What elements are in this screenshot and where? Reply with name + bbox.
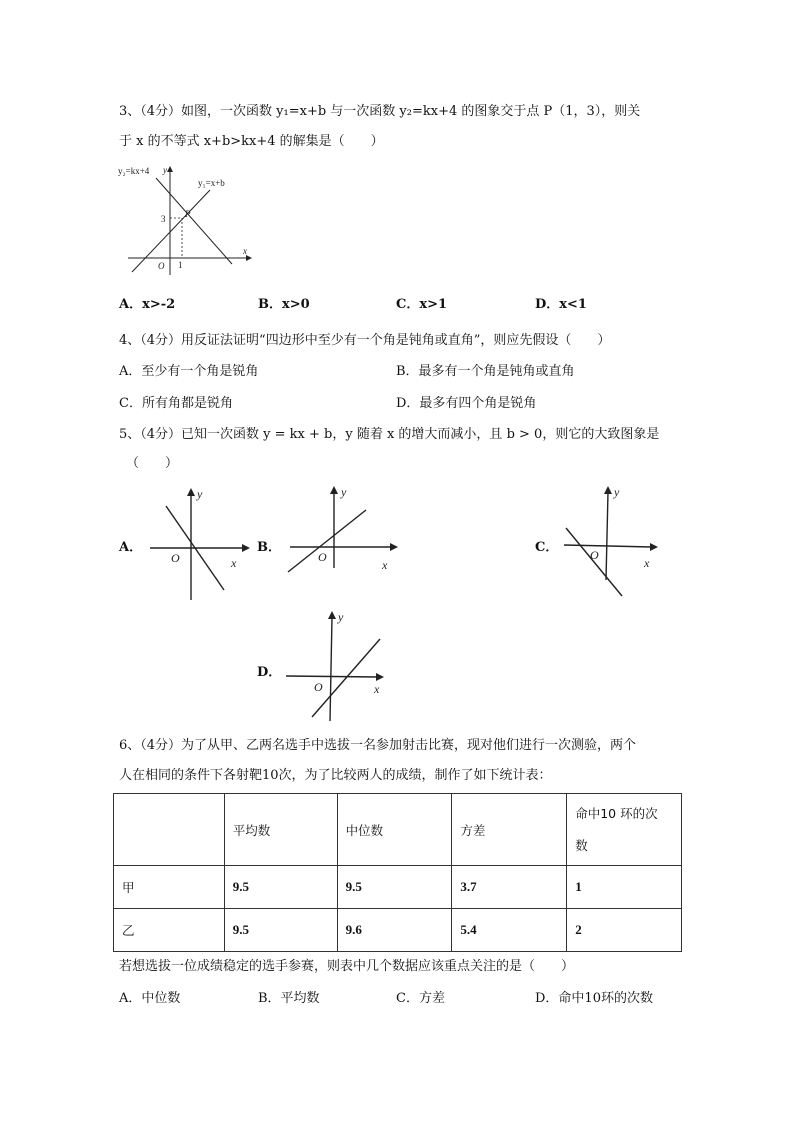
table-header-cell: 命中10 环的次 数 xyxy=(567,794,682,866)
table-cell: 9.5 xyxy=(224,909,337,952)
svg-text:O: O xyxy=(158,261,165,271)
q6-stem-line1: 6、（4分）为了从甲、乙两名选手中选拔一名参加射击比赛，现对他们进行一次测验，两个 xyxy=(119,738,637,753)
svg-text:1: 1 xyxy=(178,260,183,270)
table-row xyxy=(114,909,682,952)
svg-text:y: y xyxy=(614,485,620,499)
q3-stem-line1: 3、（4分）如图，一次函数 y₁=x+b 与一次函数 y₂=kx+4 的图象交于点 P（1，3），则关 xyxy=(119,104,641,119)
q5-graph-b-line xyxy=(288,510,366,572)
table-cell: 1 xyxy=(567,866,682,909)
table-cell: 9.5 xyxy=(224,866,337,909)
svg-text:y: y xyxy=(163,165,167,175)
table-cell: 3.7 xyxy=(452,866,567,909)
svg-text:x: x xyxy=(374,682,380,696)
q6-question: 若想选拔一位成绩稳定的选手参赛，则表中几个数据应该重点关注的是（ ） xyxy=(119,959,575,974)
svg-text:y: y xyxy=(338,610,344,624)
q3-figure xyxy=(114,160,259,280)
q3-option-c[interactable]: C．x>1 xyxy=(396,297,448,312)
svg-text:x: x xyxy=(243,246,247,256)
q5-graph-d-label[interactable]: D． xyxy=(257,665,282,680)
q4-option-a[interactable]: A．至少有一个角是锐角 xyxy=(119,364,259,379)
svg-text:x: x xyxy=(644,556,650,570)
q4-option-d[interactable]: D．最多有四个角是锐角 xyxy=(396,396,537,411)
q4-stem: 4、（4分）用反证法证明“四边形中至少有一个角是钝角或直角”，则应先假设（ ） xyxy=(119,333,611,348)
table-cell: 9.6 xyxy=(337,909,452,952)
table-cell: 9.5 xyxy=(337,866,452,909)
table-header-cell: 中位数 xyxy=(337,794,452,866)
q5-stem-line2: （ ） xyxy=(126,456,179,471)
table-header-cell xyxy=(114,794,225,866)
q6-option-c[interactable]: C．方差 xyxy=(396,991,445,1006)
q5-graph-c-line xyxy=(566,528,622,596)
q5-graph-a xyxy=(146,480,256,605)
table-header-row xyxy=(114,794,682,866)
q3-stem-line2: 于 x 的不等式 x+b>kx+4 的解集是（ ） xyxy=(119,134,384,149)
q6-option-b[interactable]: B．平均数 xyxy=(258,991,320,1006)
svg-text:y: y xyxy=(341,485,347,499)
svg-text:O: O xyxy=(590,548,599,562)
q5-graph-c xyxy=(560,480,665,600)
q4-option-c[interactable]: C．所有角都是锐角 xyxy=(119,396,233,411)
table-cell: 乙 xyxy=(114,909,225,952)
q3-label-y1: y₁=x+b xyxy=(198,178,225,188)
q5-graph-b xyxy=(284,480,404,580)
q5-graph-c-label[interactable]: C． xyxy=(535,540,559,555)
svg-text:x: x xyxy=(231,556,237,570)
table-row xyxy=(114,866,682,909)
q6-stats-table xyxy=(113,793,682,952)
q5-graph-a-label[interactable]: A． xyxy=(119,540,143,555)
q5-stem-line1: 5、（4分）已知一次函数 y = kx + b，y 随着 x 的增大而减小，且 b > 0，则它的大致图象是 xyxy=(119,427,660,442)
q5-graph-d xyxy=(282,603,397,728)
q3-option-a[interactable]: A．x>-2 xyxy=(119,297,176,312)
table-cell: 甲 xyxy=(114,866,225,909)
svg-text:y: y xyxy=(197,487,203,501)
svg-text:3: 3 xyxy=(161,214,166,224)
q3-line-y1 xyxy=(132,190,210,272)
q3-label-y2: y₂=kx+4 xyxy=(118,166,150,176)
svg-text:O: O xyxy=(318,550,327,564)
q3-option-b[interactable]: B．x>0 xyxy=(258,297,310,312)
table-header-cell: 方差 xyxy=(452,794,567,866)
q6-option-d[interactable]: D．命中10环的次数 xyxy=(535,991,653,1006)
q4-option-b[interactable]: B．最多有一个角是钝角或直角 xyxy=(396,364,575,379)
q3-label-p: P xyxy=(185,209,191,219)
q3-option-d[interactable]: D．x<1 xyxy=(535,297,587,312)
table-header-cell: 平均数 xyxy=(224,794,337,866)
q5-graph-b-label[interactable]: B． xyxy=(257,540,281,555)
q6-stem-line2: 人在相同的条件下各射靶10次，为了比较两人的成绩，制作了如下统计表： xyxy=(119,768,552,783)
q3-line-y2 xyxy=(156,178,232,264)
table-cell: 2 xyxy=(567,909,682,952)
svg-text:O: O xyxy=(171,551,180,565)
svg-text:O: O xyxy=(314,680,323,694)
q5-graph-d-line xyxy=(312,639,380,717)
svg-text:x: x xyxy=(382,558,388,572)
q6-option-a[interactable]: A．中位数 xyxy=(119,991,181,1006)
table-cell: 5.4 xyxy=(452,909,567,952)
